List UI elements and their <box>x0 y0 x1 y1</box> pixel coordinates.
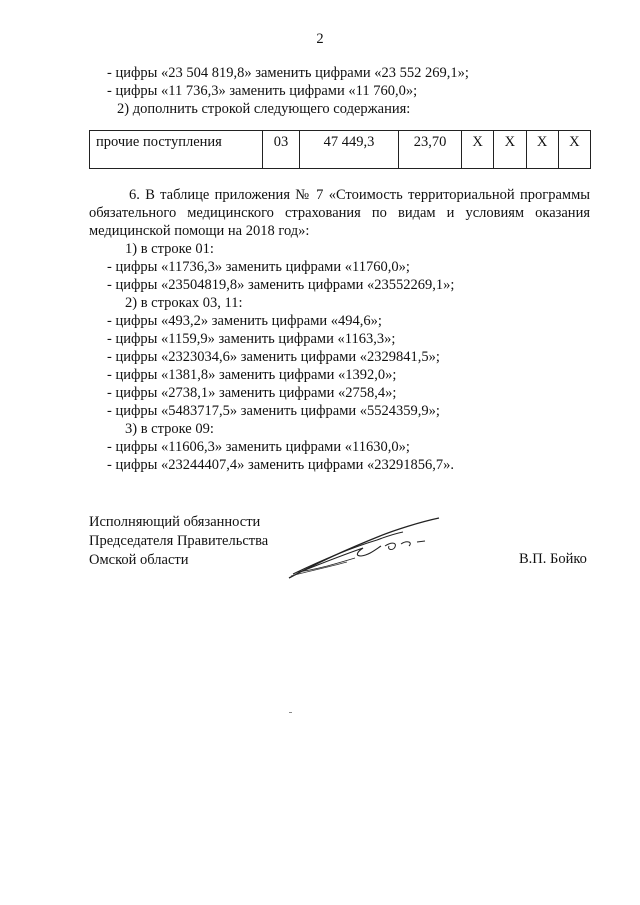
table-cell-x3: Х <box>526 131 558 169</box>
table-cell-amount: 47 449,3 <box>300 131 399 169</box>
change-line: - цифры «11736,3» заменить цифрами «11760,0»; <box>107 259 410 275</box>
change-line: - цифры «11606,3» заменить цифрами «11630,0»; <box>107 439 410 455</box>
table-cell-name: прочие поступления <box>90 131 263 169</box>
table-cell-x2: Х <box>494 131 526 169</box>
signatory-position <box>89 513 268 570</box>
signer-name: В.П. Бойко <box>519 551 587 567</box>
top-line-1: - цифры «23 504 819,8» заменить цифрами «23 552 269,1»; <box>107 65 469 81</box>
change-line: - цифры «1381,8» заменить цифрами «1392,0»; <box>107 367 397 383</box>
change-line: 1) в строке 01: <box>125 241 214 257</box>
change-line: - цифры «2323034,6» заменить цифрами «2329841,5»; <box>107 349 440 365</box>
change-line: - цифры «23504819,8» заменить цифрами «23552269,1»; <box>107 277 455 293</box>
item-6-line-3: медицинской помощи на 2018 год»: <box>89 223 310 239</box>
table-cell-x1: Х <box>462 131 494 169</box>
table-cell-share: 23,70 <box>399 131 462 169</box>
change-line: - цифры «5483717,5» заменить цифрами «5524359,9»; <box>107 403 440 419</box>
item-6-line-2: обязательного медицинского страхования по видам и условиям оказания <box>89 205 590 221</box>
table-cell-x4: Х <box>558 131 590 169</box>
top-line-2: - цифры «11 736,3» заменить цифрами «11 760,0»; <box>107 83 418 99</box>
position-line-1: Исполняющий обязанности <box>89 514 261 530</box>
change-line: - цифры «2738,1» заменить цифрами «2758,4»; <box>107 385 397 401</box>
change-line: - цифры «1159,9» заменить цифрами «1163,3»; <box>107 331 396 347</box>
table-row <box>90 131 591 169</box>
added-row-table <box>89 130 591 169</box>
change-line: - цифры «23244407,4» заменить цифрами «23291856,7». <box>107 457 455 473</box>
item-6-paragraph <box>89 186 590 240</box>
top-line-3: 2) дополнить строкой следующего содержания: <box>117 101 411 117</box>
change-line: 2) в строках 03, 11: <box>125 295 243 311</box>
position-line-2: Председателя Правительства <box>89 533 269 549</box>
page-number: 2 <box>316 31 324 47</box>
position-line-3: Омской области <box>89 552 189 568</box>
table-cell-code: 03 <box>263 131 300 169</box>
handwritten-signature <box>285 512 445 587</box>
change-line: 3) в строке 09: <box>125 421 214 437</box>
item-6-line-1: 6. В таблице приложения № 7 «Стоимость территориальной программы <box>129 187 590 203</box>
change-line: - цифры «493,2» заменить цифрами «494,6»; <box>107 313 382 329</box>
scan-speck <box>289 712 292 713</box>
